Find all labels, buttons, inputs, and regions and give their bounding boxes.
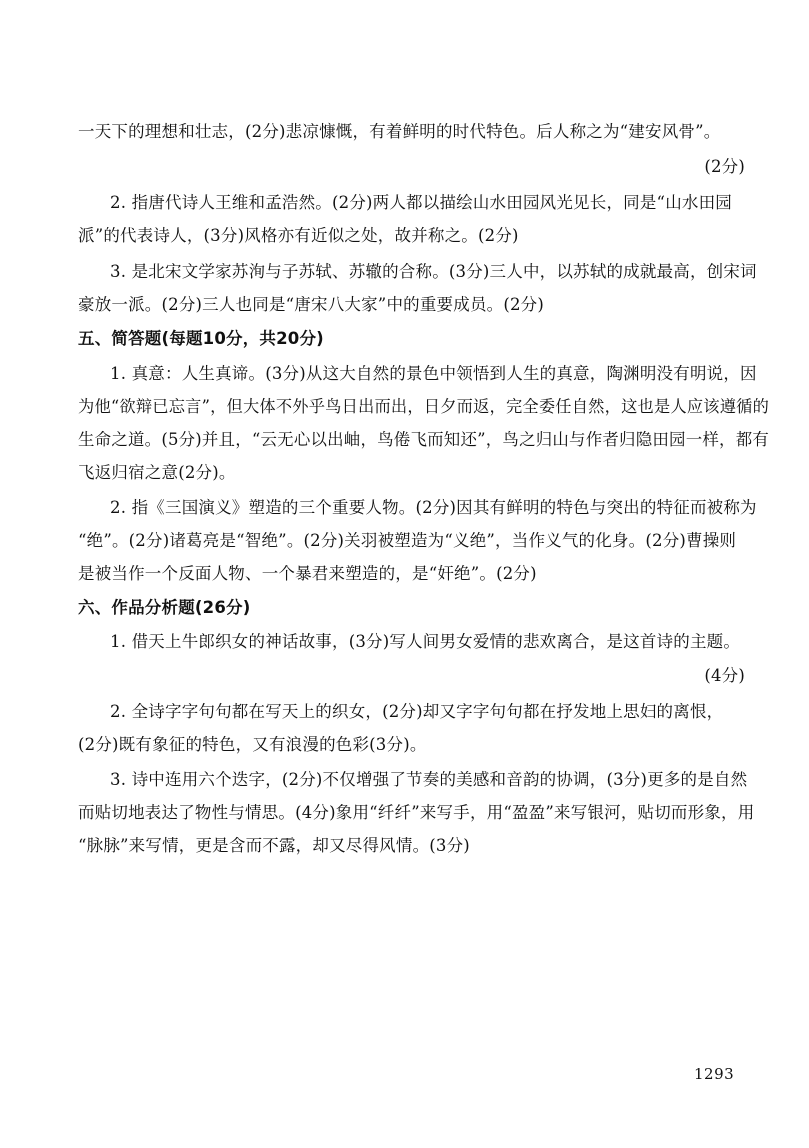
text-line: 为他“欲辩已忘言”，但大体不外乎鸟日出而出，日夕而返，完全委任自然，这也是人应该遵循的 — [78, 397, 770, 416]
text-line: 而贴切地表达了物性与情思。(4分)象用“纤纤”来写手，用“盈盈”来写银河，贴切而形象，用 — [78, 803, 755, 822]
text-line: 3. 诗中连用六个迭字，(2分)不仅增强了节奏的美感和音韵的协调，(3分)更多的是自然 — [110, 770, 748, 789]
score-note: (4分) — [704, 666, 745, 685]
text-line: “绝”。(2分)诸葛亮是“智绝”。(2分)关羽被塑造为“义绝”，当作义气的化身。(2分)曹操则 — [78, 531, 737, 550]
text-line: 2. 指《三国演义》塑造的三个重要人物。(2分)因其有鲜明的特色与突出的特征而被称为 — [110, 498, 757, 517]
text-line: 2. 全诗字字句句都在写天上的织女，(2分)却又字字句句都在抒发地上思妇的离恨， — [110, 702, 724, 721]
text-line: 生命之道。(5分)并且，“云无心以出岫，鸟倦飞而知还”，鸟之归山与作者归隐田园一样，都有 — [78, 430, 770, 449]
text-line: 飞返归宿之意(2分)。 — [78, 463, 236, 482]
text-line: 一天下的理想和壮志，(2分)悲凉慷慨，有着鲜明的时代特色。后人称之为“建安风骨”。 — [78, 122, 721, 141]
text-line: 3. 是北宋文学家苏洵与子苏轼、苏辙的合称。(3分)三人中，以苏轼的成就最高，创宋词 — [110, 262, 757, 281]
text-line: 1. 真意：人生真谛。(3分)从这大自然的景色中领悟到人生的真意，陶渊明没有明说，因 — [110, 364, 757, 383]
text-line: 1. 借天上牛郎织女的神话故事，(3分)写人间男女爱情的悲欢离合，是这首诗的主题。 — [110, 632, 741, 651]
section-heading-short-answer: 五、简答题(每题10分，共20分) — [78, 329, 324, 348]
score-note: (2分) — [704, 157, 745, 176]
text-line: 2. 指唐代诗人王维和孟浩然。(2分)两人都以描绘山水田园风光见长，同是“山水田园 — [110, 193, 732, 212]
text-line: “脉脉”来写情，更是含而不露，却又尽得风情。(3分) — [78, 836, 470, 855]
text-line: (2分)既有象征的特色，又有浪漫的色彩(3分)。 — [78, 735, 427, 754]
text-line: 派”的代表诗人，(3分)风格亦有近似之处，故并称之。(2分) — [78, 226, 519, 245]
page-number: 1293 — [694, 1065, 735, 1083]
text-line: 是被当作一个反面人物、一个暴君来塑造的，是“奸绝”。(2分) — [78, 564, 537, 583]
section-heading-work-analysis: 六、作品分析题(26分) — [78, 598, 251, 617]
text-line: 豪放一派。(2分)三人也同是“唐宋八大家”中的重要成员。(2分) — [78, 295, 545, 314]
